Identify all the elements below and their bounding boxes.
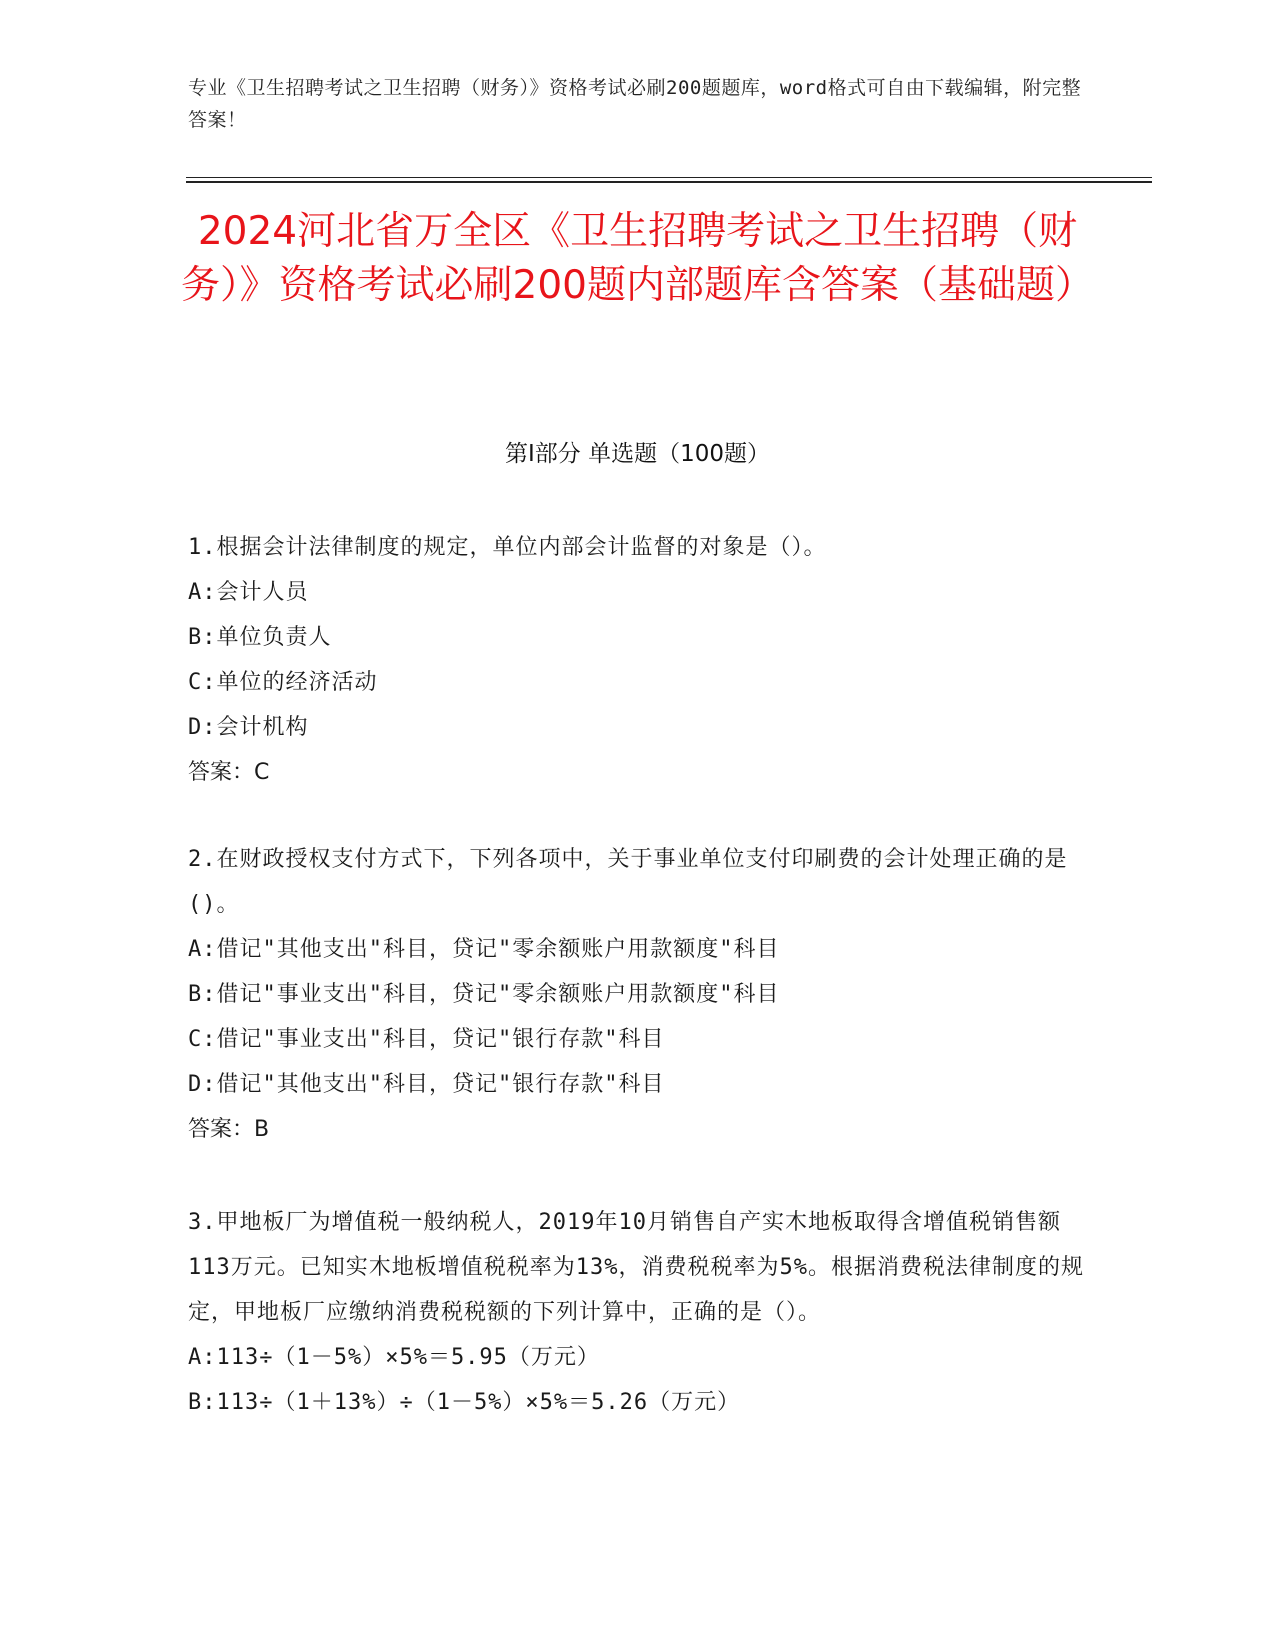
option-b: B:借记"事业支出"科目，贷记"零余额账户用款额度"科目 [188, 982, 780, 1007]
answer: 答案：C [188, 760, 270, 785]
header-divider-thick [186, 181, 1152, 183]
option-a: A:会计人员 [188, 580, 309, 605]
option-c: C:借记"事业支出"科目，贷记"银行存款"科目 [188, 1027, 665, 1052]
section-heading: 第Ⅰ部分 单选题（100题） [505, 441, 770, 467]
option-d: D:借记"其他支出"科目，贷记"银行存款"科目 [188, 1072, 665, 1097]
question-3 [188, 1200, 1088, 1425]
answer: 答案：B [188, 1117, 270, 1142]
option-a: A:113÷（1－5%）×5%＝5.95（万元） [188, 1345, 600, 1370]
option-b: B:单位负责人 [188, 625, 332, 650]
header-note: 专业《卫生招聘考试之卫生招聘（财务）》资格考试必刷200题题库，word格式可自由下载编辑，附完整答案！ [188, 77, 1082, 131]
option-b: B:113÷（1＋13%）÷（1－5%）×5%＝5.26（万元） [188, 1390, 741, 1415]
question-2 [188, 837, 1088, 1152]
question-stem: 3.甲地板厂为增值税一般纳税人，2019年10月销售自产实木地板取得含增值税销售额113万元。已知实木地板增值税税率为13%，消费税税率为5%。根据消费税法律制度的规定，甲地板厂应缴纳消费税税额的下列计算中，正确的是（）。 [188, 1210, 1084, 1325]
document-title: 2024河北省万全区《卫生招聘考试之卫生招聘（财务）》资格考试必刷200题内部题库含答案（基础题） [181, 209, 1094, 308]
option-c: C:单位的经济活动 [188, 670, 378, 695]
question-stem: 1.根据会计法律制度的规定，单位内部会计监督的对象是（）。 [188, 535, 827, 560]
header-divider-thin [186, 177, 1152, 178]
question-1 [188, 525, 1088, 795]
option-a: A:借记"其他支出"科目，贷记"零余额账户用款额度"科目 [188, 937, 780, 962]
option-d: D:会计机构 [188, 715, 309, 740]
question-stem: 2.在财政授权支付方式下，下列各项中，关于事业单位支付印刷费的会计处理正确的是()。 [188, 847, 1068, 917]
